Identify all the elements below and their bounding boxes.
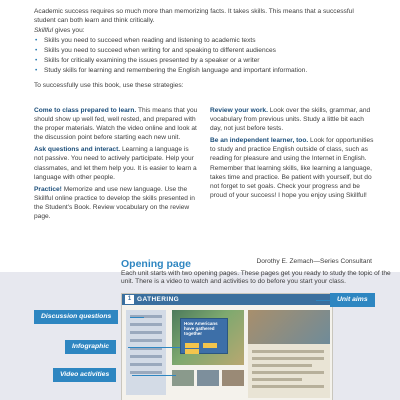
video-activities-callout: Video activities xyxy=(53,368,116,382)
unit-number: 1 xyxy=(125,295,134,304)
gives-you-text: gives you: xyxy=(53,26,85,34)
unit-aims-callout: Unit aims xyxy=(330,293,375,307)
intro-section xyxy=(34,7,374,90)
callout-leader xyxy=(130,317,144,318)
infographic-panel xyxy=(180,318,228,354)
strategy-paragraph: Ask questions and interact. Learning a language is not passive. You need to actively participate. Help your classmates, and let them help you. It is easier to learn a language with other people. xyxy=(34,146,197,181)
skills-list xyxy=(34,36,374,76)
strategy-paragraph: Review your work. Look over the skills, grammar, and vocabulary from previous units. Study a little bit each day, not just before tests. xyxy=(210,107,371,133)
infographic-title: How Americans have gathered together xyxy=(184,321,218,336)
list-item: • Skills for critically examining the issues presented by a speaker or a writer xyxy=(34,56,374,66)
list-item: • Skills you need to succeed when writing for and speaking to different audiences xyxy=(34,46,374,56)
strategy-paragraph: Come to class prepared to learn. This means that you should show up well fed, well rested, and prepared with the proper materials. Watch the video online and look at the discussion point before starting each new unit. xyxy=(34,107,198,142)
discussion-questions-callout: Discussion questions xyxy=(34,310,118,324)
skillful-title: Skillful xyxy=(34,26,54,34)
infographic-chip xyxy=(203,343,217,348)
signature: Dorothy E. Zemach—Series Consultant xyxy=(256,258,372,265)
intro-paragraph: Academic success requires so much more than memorizing facts. It takes skills. This means that a successful student can both learn and think critically. xyxy=(34,8,354,25)
opening-page-title: Opening page xyxy=(121,258,192,270)
video-thumbnails xyxy=(172,370,244,398)
infographic-callout: Infographic xyxy=(65,340,116,354)
strategy-paragraph: Practice! Memorize and use new language. Use the Skillful online practice to develop the skills presented in the Student's Book. Review vocabulary on the review page. xyxy=(34,185,195,221)
unit-title: GATHERING xyxy=(137,296,180,303)
video-thumbnail xyxy=(222,370,244,386)
infographic-chip xyxy=(185,343,199,348)
unit-header-bar xyxy=(122,294,332,305)
strategies-intro: To successfully use this book, use these strategies: xyxy=(34,81,184,89)
infographic-chip xyxy=(185,349,199,354)
callout-leader xyxy=(132,375,176,376)
video-thumbnail xyxy=(197,370,219,386)
activities-page xyxy=(248,310,330,398)
list-item: • Skills you need to succeed when reading and listening to academic texts xyxy=(34,36,374,46)
strategy-paragraph: Be an independent learner, too. Look for opportunities to study and practice English outside of class, such as reading for pleasure and using the Internet in English. Remember that learning skills, like learning a language, takes time and practice. Be patient with yourself, but do not forget to set goals. Check your progress and be proud of your success! I hope you enjoy using Skillful! xyxy=(210,137,374,199)
video-thumbnail xyxy=(172,370,194,386)
activities-photo xyxy=(248,310,330,344)
opening-page-text: Each unit starts with two opening pages. These pages get you ready to study the topic of the unit. There is a video to watch and activities to do before you start your class. xyxy=(121,270,391,286)
gives-you-line xyxy=(34,26,374,35)
right-column xyxy=(210,106,374,224)
left-column xyxy=(34,106,198,224)
discussion-panel xyxy=(126,310,166,395)
list-item: • Study skills for learning and remembering the English language and important information. xyxy=(34,66,374,76)
callout-leader xyxy=(128,347,180,348)
strategies-columns xyxy=(34,106,374,224)
